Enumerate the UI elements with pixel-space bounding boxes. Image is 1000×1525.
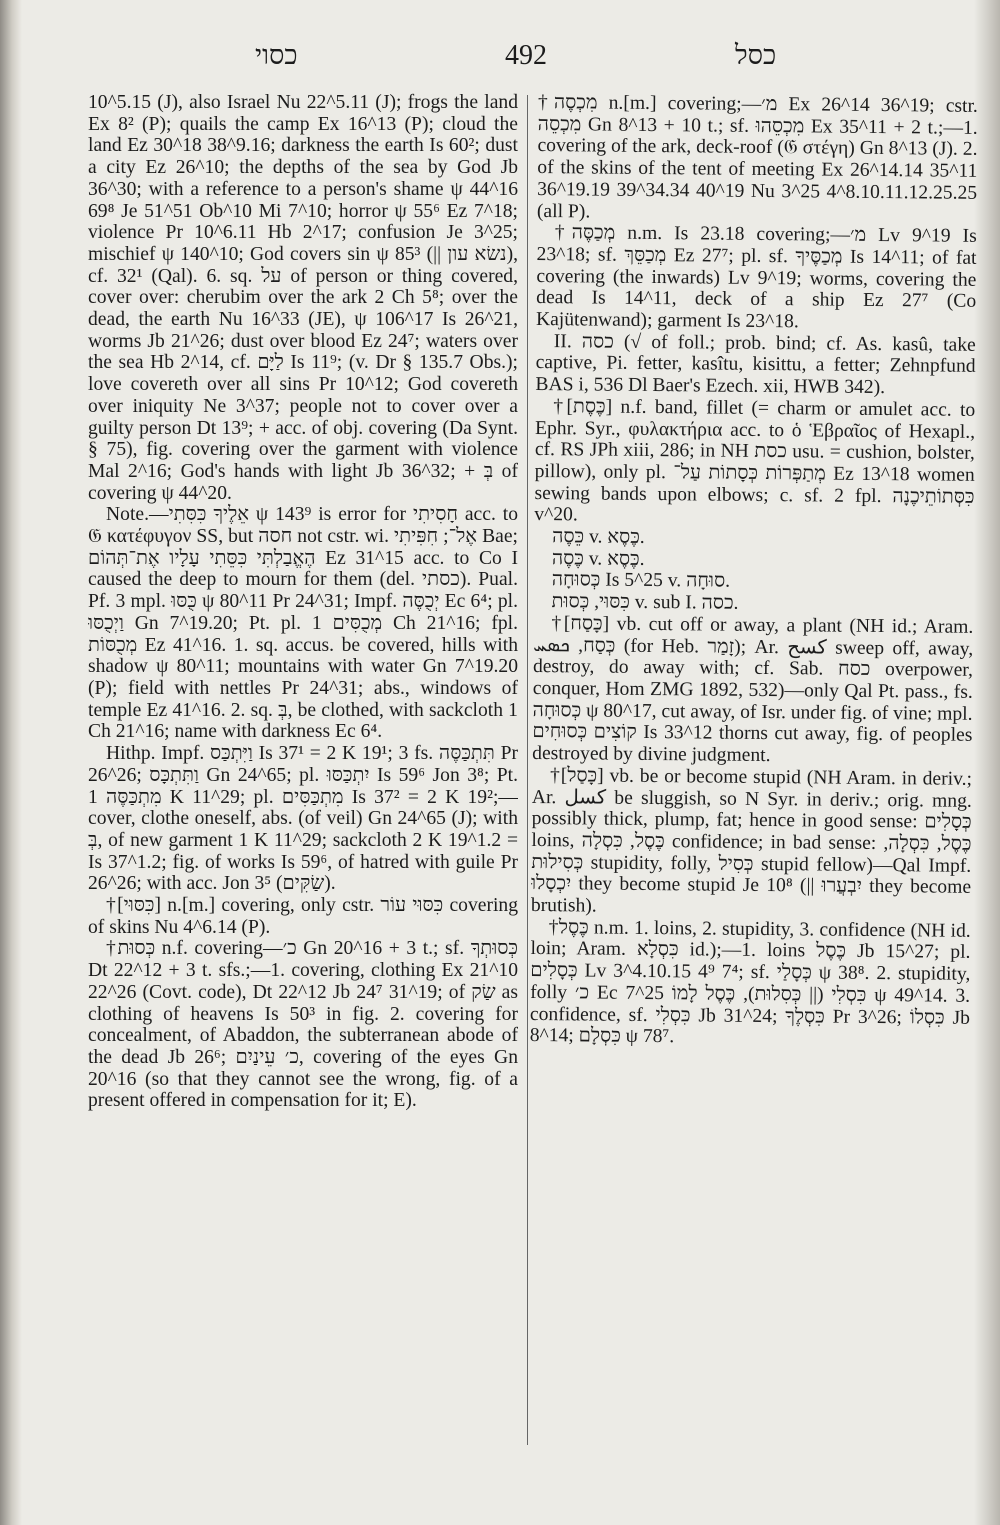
left-paragraph-3: Hithp. Impf. וַיִּתְכַּס Is 37¹ = 2 K 19¹; 3 fs. תִּתְכַּסֶּה Pr 26^26; וַתִּתְכָּס Gn 24^65; pl. יִתְכַּסּוּ Is 59⁶ Jon 3⁸; Pt. מִתְכַּסֶּה 1 K 11^29; pl. מִתְכַּסִּים Is 37² = 2 K 19²;—cover, clothe oneself, abs. (of veil) Gn 24^65 (J); with בְּ, of new garment 1 K 11^29; sackcloth 2 K 19^1.2 = Is 37^1.2; fig. of works Is 59⁶, of hatred with guile Pr 26^26; with acc. Jon 3⁵ (שַׂקִּים). — [88, 743, 518, 895]
right-paragraph-2: †מְכַסֶּה n.m. Is 23.18 covering;—מ׳ Lv 9^19 Is 23^18; sf. מְכַסֵּךְ Ez 27⁷; pl. sf. מְכַסֶּיךָ Is 14^11; of fat covering (the inwards) Lv 9^19; worms, covering the dead Is 14^11, deck of a ship Ez 27⁷ (Co Kajütenwand); garment Is 23^18. — [535, 222, 977, 333]
right-paragraph-11: †כֶּסֶל n.m. 1. loins, 2. stupidity, 3. confidence (NH id. loin; Aram. כִּסְלָא id.);—1. loins כֶּסֶל Jb 15^27; pl. כְּסָלִים Lv 3^4.10.15 4⁹ 7⁴; sf. כְּסָלַי ψ 38⁸. 2. stupidity, folly כ׳ Ec 7^25 כִּסְלִי (|| כְּסִלוּת), כֶּסֶל לָמוֹ ψ 49^14. 3. confidence, sf. כִּסְלִי Jb 31^24; כִּסְלֶךָ Pr 3^26; כִּסְלוֹ Jb 8^14; כִּסְלָם ψ 78⁷. — [529, 916, 971, 1048]
left-column — [88, 92, 518, 1462]
right-paragraph-7: כְּסוּחָה Is 5^25 v. סוּחָה. — [551, 569, 731, 593]
right-paragraph-3: II. כסה (√ of foll.; prob. bind; cf. As. kasû, take captive, Pi. fetter, kasîtu, kisittu, a fetter; Zehnpfund BAS i, 536 Dl Baer's Ezech. xii, HWB 342). — [535, 330, 976, 399]
running-head-right: כסל — [735, 40, 777, 71]
left-paragraph-2: Note.—אֵלֶיךָ כִּסִּתִי ψ 143⁹ is error for חָסִיתִי acc. to 𝔊 κατέφυγον SS, but חסה not cstr. wi. אֶל־; חִפִּיתִי Bae; הֶאֱבַלְתִּי כִּסֵּתִי עָלָיו אֶת־תְּהוֹם Ez 31^15 acc. to Co I caused the deep to mourn for them (del. כסתי). Pual. Pf. 3 mpl. כֻּסּוּ ψ 80^11 Pr 24^31; Impf. יְכֻסֶּה Ec 6⁴; pl. וַיְכֻסּוּ Gn 7^19.20; Pt. pl. מְכֻסִּים 1 Ch 21^16; fpl. מְכֻסּוֹת Ez 41^16. 1. sq. accus. be covered, hills with shadow ψ 80^11; mountains with water Gn 7^19.20 (P); field with nettles Pr 24^31; abs., windows of temple Ez 41^16. 2. sq. בְּ, be clothed, with sackcloth 1 Ch 21^16; name with darkness Ec 6⁴. — [88, 504, 518, 743]
left-paragraph-4: †[כִּסּוּי] n.[m.] covering, only cstr. כִּסּוּי עוֹר covering of skins Nu 4^6.14 (P). — [88, 895, 518, 938]
right-paragraph-1: †מִכְסֶה n.[m.] covering;—מ׳ Ex 26^14 36^19; cstr. מִכְסֵה Gn 8^13 + 10 t.; sf. מִכְסֵהוּ Ex 35^11 + 2 t.;—1. covering of the ark, deck-roof (𝔊 στέγη) Gn 8^13 (J). 2. of the skins of the tent of meeting Ex 26^14.14 35^11 36^19.19 39^34.34 40^19 Nu 3^25 4^8.10.11.12.25.25 (all P). — [536, 92, 978, 222]
right-paragraph-4: †[כֶּסֶת] n.f. band, fillet (= charm or amulet acc. to Ephr. Syr., φυλακτήρια acc. to ὁ Ἑβραῖος of Hexapl., cf. RS JPh xiii, 286; in NH כסת usu. = cushion, bolster, pillow), only pl. מְתַפְּרוֹת כְּסָתוֹת עַל־ Ez 13^18 women sewing bands upon elbows; c. sf. 2 fpl. כִּסְּתוֹתֵיכֶנָה v^20. — [534, 395, 976, 526]
right-paragraph-10: †[כָּסַל] vb. be or become stupid (NH Aram. in deriv.; Ar. كسل be sluggish, so N Syr. in deriv.; orig. mng. possibly thick, plump, fat; hence in good sense: כְּסָלִים loins, כֶּסֶל, כִּסְלָה confidence; in bad sense: כֶּסֶל, כִּסְלָה, כְּסִילוּת stupidity, folly, כְּסִיל stupid fellow)—Qal Impf. יִכְסָלוּ they become stupid Je 10⁸ (|| יִבְעֲרוּ they become brutish). — [530, 764, 973, 917]
page-number: 492 — [505, 40, 547, 71]
right-paragraph-5: כֵּסֶה v. כֶּסֶא. — [552, 526, 645, 549]
right-paragraph-6: כֶּסֶה v. כֶּסֶא. — [551, 547, 645, 570]
right-paragraph-9: †[כָּסַח] vb. cut off or away, a plant (NH id.; Aram. כְּסַח, ܟܣܚ (for Heb. זָמַר); Ar. كسح sweep off, away, destroy, do away with; cf. Sab. כסח overpower, conquer, Hom ZMG 1892, 532)—only Qal Pt. pass., fs. כְּסוּחָה ψ 80^17, cut away, of Isr. under fig. of vine; mpl. קוֹצִים כְּסוּחִים Is 33^12 thorns cut away, fig. of peoples destroyed by divine judgment. — [532, 613, 974, 767]
left-paragraph-1: 10^5.15 (J), also Israel Nu 22^5.11 (J); frogs the land Ex 8² (P); quails the camp Ex 16^13 (P); cloud the land Ez 30^18 38^9.16; darkness the earth Is 60²; dust a city Ez 26^10; the depths of the sea by God Jb 36^30; with a reference to a person's shame ψ 44^16 69⁸ Je 51^51 Ob^10 Mi 7^10; horror ψ 55⁶ Ez 7^18; violence Pr 10^6.11 Hb 2^17; confusion Je 3^25; mischief ψ 140^10; God covers sin ψ 85³ (|| נשׂא עון), cf. 32¹ (Qal). 6. sq. על of person or thing covered, cover over: cherubim over the ark 2 Ch 5⁸; over the dead, the earth Nu 16^33 (JE), ψ 106^17 Is 26^21, worms Jb 21^26; dust over blood Ez 24⁷; waters over the sea Hb 2^14, cf. לַיָּם Is 11⁹; (v. Dr § 135.7 Obs.); love covereth over all sins Pr 10^12; God covereth over iniquity Ne 3^37; people not to cover over a guilty person Dt 13⁹; + acc. of obj. covering (Da Synt. § 75), fig. covering over the garment with violence Mal 2^16; God's hands with light Jb 36^32; + בְּ of covering ψ 44^20. — [88, 92, 518, 504]
running-head-left: כסוי — [255, 40, 298, 71]
left-paragraph-5: †כְּסוּת n.f. covering—כ׳ Gn 20^16 + 3 t.; sf. כְּסוּתְךָ Dt 22^12 + 3 t. sfs.;—1. covering, clothing Ex 21^10 22^26 (Covt. code), Dt 22^12 Jb 24⁷ 31^19; of שַׂק as clothing of heavens Is 50³ in fig. 2. covering for concealment, of Abaddon, the subterranean abode of the dead Jb 26⁶; כ׳ עֵינַיִם, covering of the eyes Gn 20^16 (so that they cannot see the wrong, fig. of a present offered in compensation for it; E). — [88, 938, 518, 1112]
page-edge-shadow — [974, 0, 1000, 1525]
right-paragraph-8: כִּסּוּי, כְּסוּת v. sub I. כסה. — [551, 591, 739, 614]
page-gutter-shadow — [0, 0, 22, 1525]
right-column — [526, 92, 978, 1466]
